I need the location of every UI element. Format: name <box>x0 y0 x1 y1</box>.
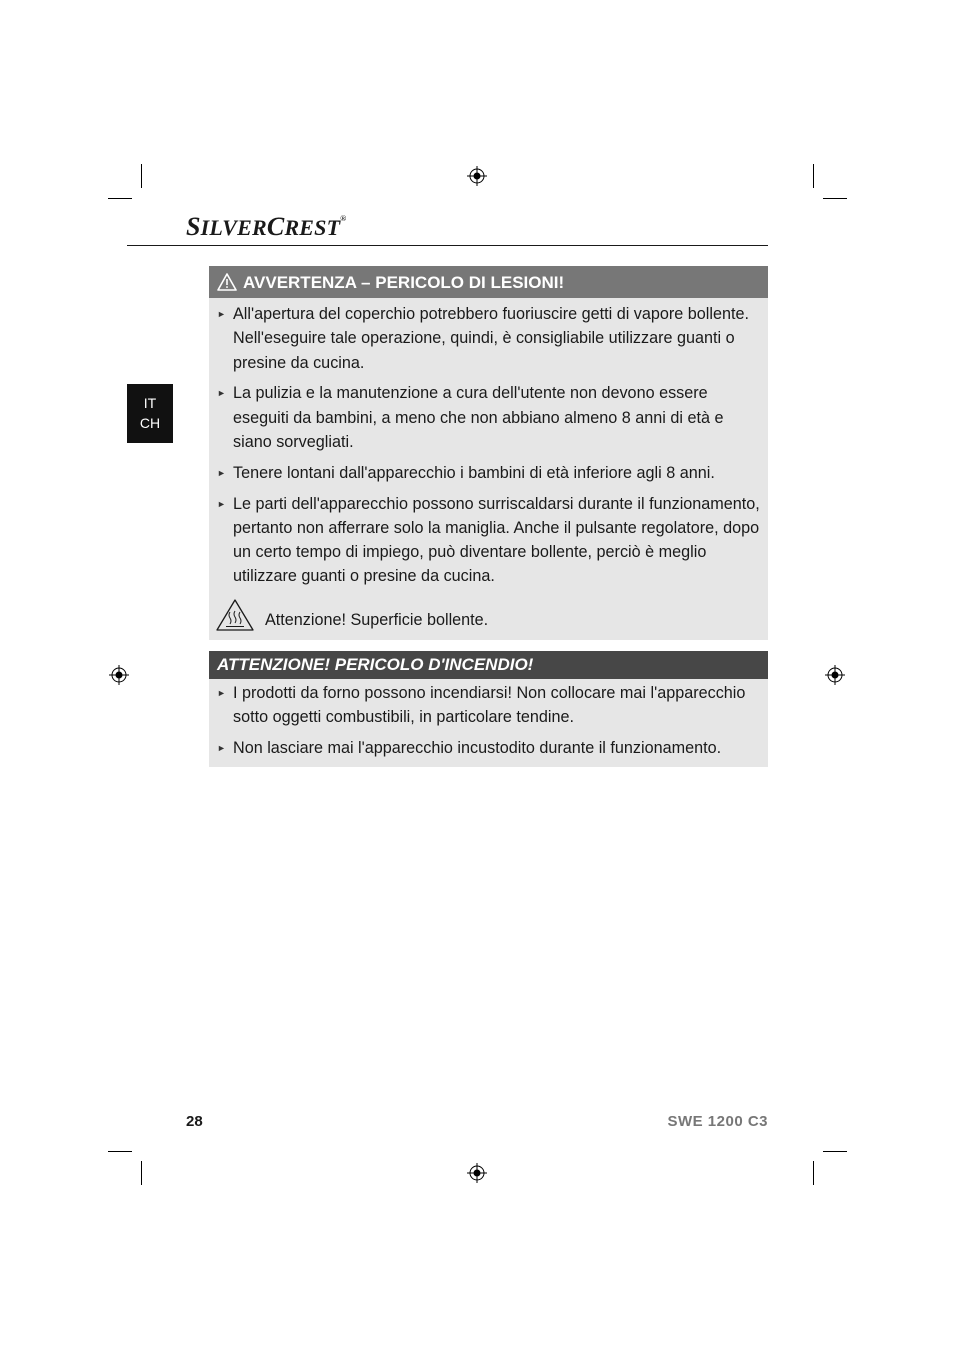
crop-mark <box>823 1151 847 1152</box>
registration-mark-icon <box>109 665 129 685</box>
model-number: SWE 1200 C3 <box>667 1113 768 1130</box>
warning-triangle-icon <box>217 273 237 291</box>
registration-mark-icon <box>467 1163 487 1183</box>
list-item: ► All'apertura del coperchio potrebbero fuoriuscire getti di vapore bollente. Nell'eseguire tale operazione, quindi, è consigliabile utilizzare guanti o presine da cucina. <box>209 302 760 375</box>
crop-mark <box>108 1151 132 1152</box>
list-item: ► La pulizia e la manutenzione a cura dell'utente non devono essere eseguiti da bambini, a meno che non abbiano almeno 8 anni di età e siano sorvegliati. <box>209 381 760 454</box>
hot-surface-icon <box>215 598 255 632</box>
triangle-right-icon: ► <box>217 498 226 509</box>
registration-mark-icon <box>825 665 845 685</box>
warning-heading: AVVERTENZA – PERICOLO DI LESIONI! <box>209 266 768 298</box>
crop-mark <box>823 198 847 199</box>
triangle-right-icon: ► <box>217 688 226 698</box>
warning-list <box>209 302 768 595</box>
crop-mark <box>141 1161 142 1185</box>
country-code: CH <box>139 415 161 431</box>
language-code: IT <box>143 395 157 411</box>
list-item: ► Non lasciare mai l'apparecchio incustodito durante il funzionamento. <box>209 736 760 760</box>
registration-mark-icon <box>467 166 487 186</box>
language-tab <box>127 384 173 443</box>
fire-warning-box <box>209 651 768 767</box>
triangle-right-icon: ► <box>217 309 226 319</box>
crop-mark <box>813 1161 814 1185</box>
triangle-right-icon: ► <box>217 467 226 478</box>
fire-warning-list <box>209 681 768 767</box>
fire-warning-heading: ATTENZIONE! PERICOLO D'INCENDIO! <box>209 651 768 679</box>
hot-surface-note: Attenzione! Superficie bollente. <box>215 598 488 632</box>
brand-logo: SILVERCREST® <box>186 212 347 241</box>
crop-mark <box>108 198 132 199</box>
list-item: ► I prodotti da forno possono incendiarsi! Non collocare mai l'apparecchio sotto oggetti combustibili, in particolare tendine. <box>209 681 760 730</box>
crop-mark <box>141 164 142 188</box>
triangle-right-icon: ► <box>217 388 226 399</box>
list-item: ► Le parti dell'apparecchio possono surriscaldarsi durante il funzionamento, pertanto non afferrare solo la maniglia. Anche il pulsante regolatore, dopo un certo tempo di impiego, può diventare bollente, perciò è meglio utilizzare guanti o presine da cucina. <box>209 492 760 589</box>
warning-box <box>209 266 768 640</box>
header-rule <box>127 245 768 246</box>
page-number: 28 <box>186 1113 203 1130</box>
list-item: ► Tenere lontani dall'apparecchio i bambini di età inferiore agli 8 anni. <box>209 461 760 485</box>
triangle-right-icon: ► <box>217 743 226 754</box>
crop-mark <box>813 164 814 188</box>
